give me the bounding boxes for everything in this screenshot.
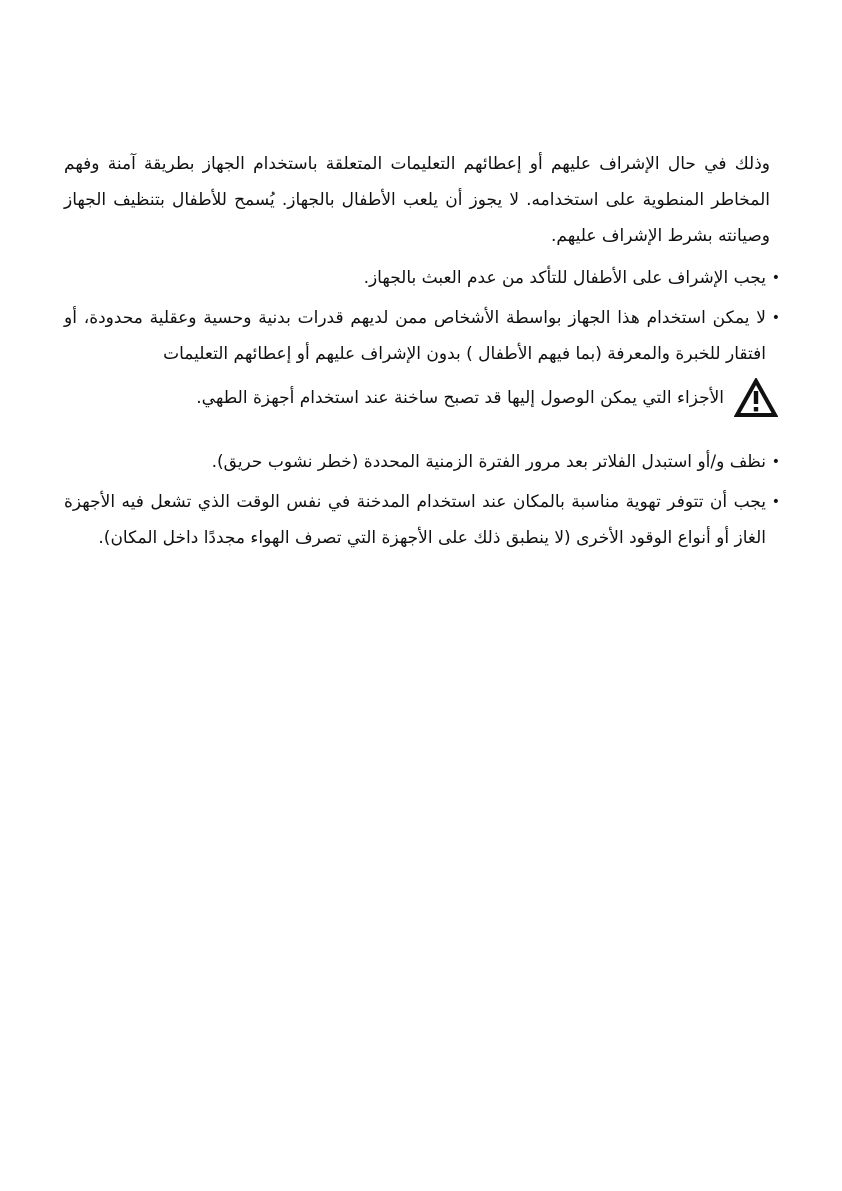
list-item-text: نظف و/أو استبدل الفلاتر بعد مرور الفترة الزمنية المحددة (خطر نشوب حريق). xyxy=(211,452,766,472)
safety-list-2 xyxy=(64,444,780,556)
warning-note xyxy=(64,378,780,418)
bullet-marker: • xyxy=(771,270,780,286)
list-item xyxy=(64,300,780,372)
warning-triangle-icon xyxy=(734,378,778,418)
bullet-marker: • xyxy=(771,494,780,510)
list-item-text: يجب أن تتوفر تهوية مناسبة بالمكان عند استخدام المدخنة في نفس الوقت الذي تشعل فيه الأجهزة الغاز أو أنواع الوقود الأخرى (لا ينطبق ذلك على الأجهزة التي تصرف الهواء مجددًا داخل المكان). xyxy=(64,492,766,548)
list-item-text: يجب الإشراف على الأطفال للتأكد من عدم العبث بالجهاز. xyxy=(363,268,766,288)
safety-list-1 xyxy=(64,260,780,372)
warning-text: الأجزاء التي يمكن الوصول إليها قد تصبح ساخنة عند استخدام أجهزة الطهي. xyxy=(196,388,724,408)
bullet-marker: • xyxy=(771,454,780,470)
intro-paragraph: وذلك في حال الإشراف عليهم أو إعطائهم التعليمات المتعلقة باستخدام الجهاز بطريقة آمنة وفهم المخاطر المنطوية على استخدامه. لا يجوز أن يلعب الأطفال بالجهاز. يُسمح للأطفال بتنظيف الجهاز وصيانته بشرط الإشراف عليهم. xyxy=(64,154,770,246)
bullet-marker: • xyxy=(771,310,780,326)
list-item xyxy=(64,444,780,480)
list-item xyxy=(64,484,780,556)
list-item xyxy=(64,260,780,296)
document-page xyxy=(64,146,780,560)
list-item-text: لا يمكن استخدام هذا الجهاز بواسطة الأشخاص ممن لديهم قدرات بدنية وحسية وعقلية محدودة، أو افتقار للخبرة والمعرفة (بما فيهم الأطفال ) بدون الإشراف عليهم أو إعطائهم التعليمات xyxy=(64,308,766,364)
